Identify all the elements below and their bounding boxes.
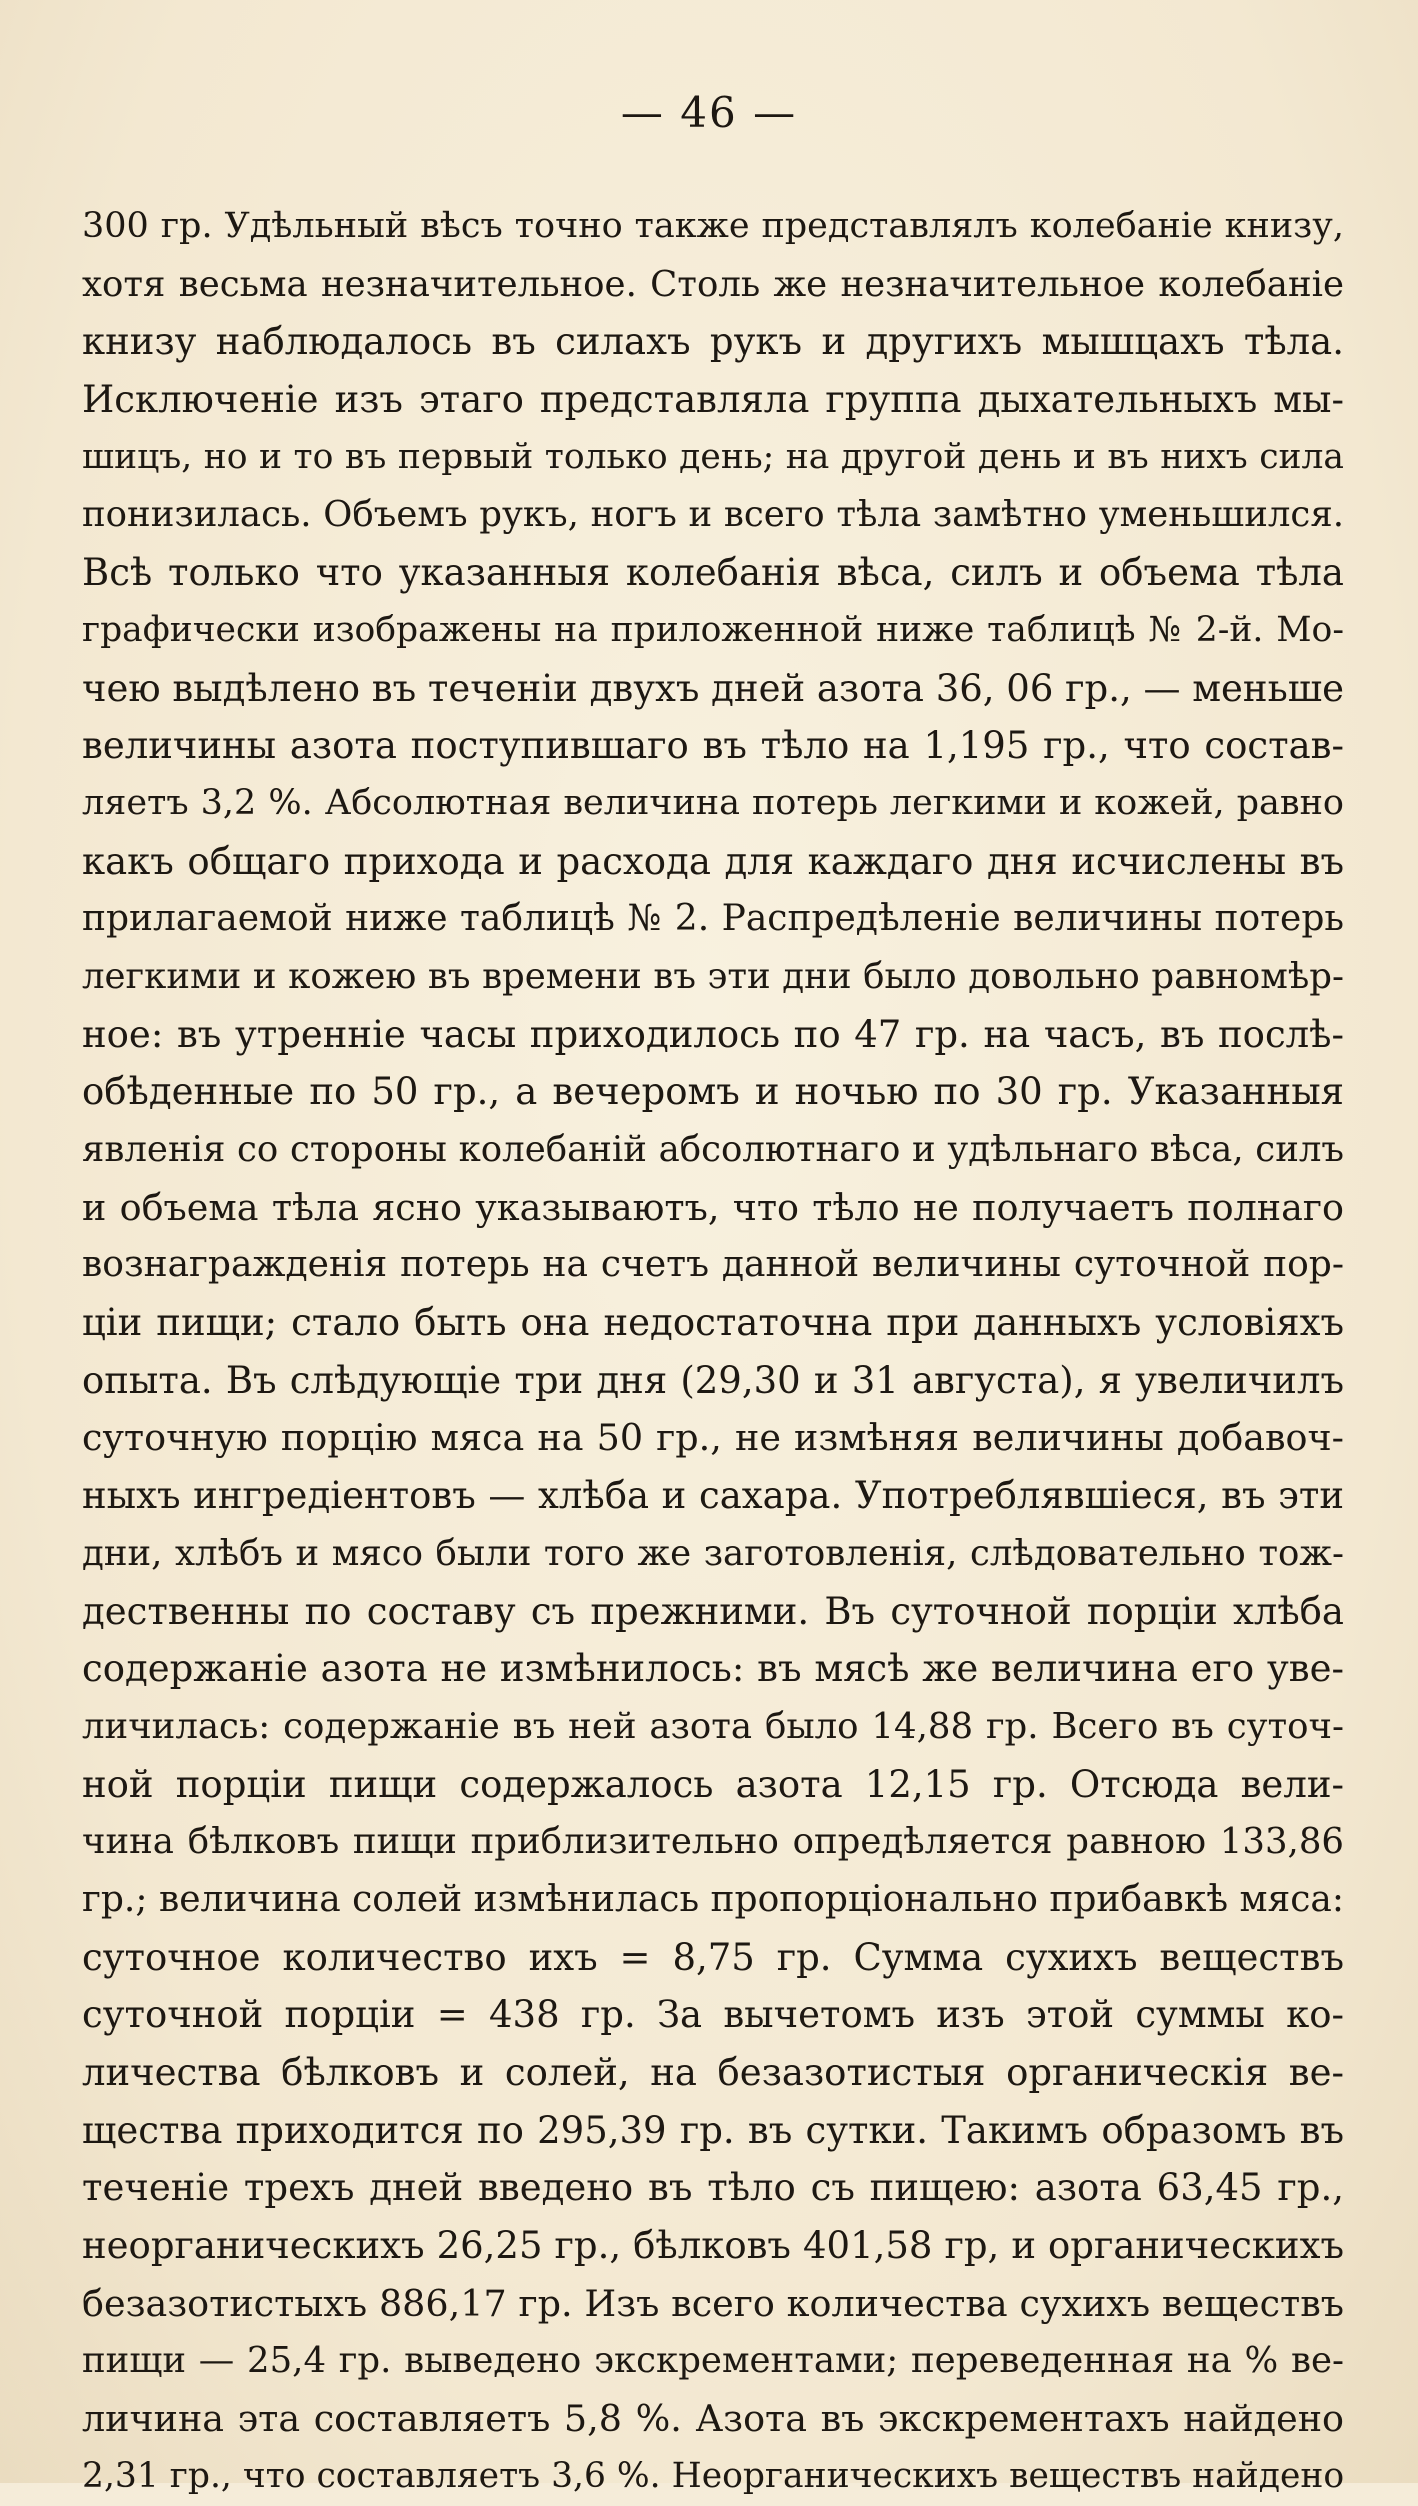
- text-line: понизилась. Объемъ рукъ, ногъ и всего тѣла замѣтно уменьшился.: [82, 494, 1344, 536]
- text-line: пищи — 25,4 гр. выведено экскрементами; переведенная на % ве-: [82, 2340, 1344, 2382]
- text-line: опыта. Въ слѣдующіе три дня (29,30 и 31 августа), я увеличилъ: [82, 1358, 1344, 1402]
- text-line: величины азота поступившаго въ тѣло на 1,195 гр., что состав-: [82, 724, 1344, 768]
- text-line: суточной порціи = 438 гр. За вычетомъ изъ этой суммы ко-: [82, 1993, 1344, 2037]
- text-line: хотя весьма незначительное. Столь же незначительное колебаніе: [82, 263, 1344, 305]
- page-number: — 46 —: [620, 88, 798, 137]
- text-line: личилась: содержаніе въ ней азота было 14,88 гр. Всего въ суточ-: [82, 1705, 1344, 1747]
- text-line: ныхъ ингредіентовъ — хлѣба и сахара. Употреблявшіеся, въ эти: [82, 1474, 1344, 1518]
- text-line: чею выдѣлено въ теченіи двухъ дней азота 36, 06 гр., — меньше: [82, 666, 1344, 710]
- text-line: 2,31 гр., что составляетъ 3,6 %. Неорганическихъ веществъ найдено: [82, 2455, 1344, 2496]
- text-line: содержаніе азота не измѣнилось: въ мясѣ же величина его уве-: [82, 1647, 1344, 1691]
- text-line: Исключеніе изъ этаго представляла группа дыхательныхъ мы-: [82, 378, 1344, 422]
- text-line: чина бѣлковъ пищи приблизительно опредѣляется равною 133,86: [82, 1821, 1344, 1863]
- text-line: 300 гр. Удѣльный вѣсъ точно также представлялъ колебаніе книзу,: [82, 206, 1344, 246]
- text-line: суточное количество ихъ = 8,75 гр. Сумма сухихъ веществъ: [82, 1935, 1344, 1979]
- text-line: личества бѣлковъ и солей, на безазотистыя органическія ве-: [82, 2051, 1344, 2094]
- text-line: гр.; величина солей измѣнилась пропорціонально прибавкѣ мяса:: [82, 1878, 1344, 1920]
- text-line: ной порціи пищи содержалось азота 12,15 гр. Отсюда вели-: [82, 1762, 1344, 1806]
- text-line: безазотистыхъ 886,17 гр. Изъ всего количества сухихъ веществъ: [82, 2281, 1344, 2325]
- text-line: Всѣ только что указанныя колебанія вѣса, силъ и объема тѣла: [82, 551, 1344, 595]
- text-line: книзу наблюдалось въ силахъ рукъ и другихъ мышцахъ тѣла.: [82, 320, 1344, 364]
- text-line: дественны по составу съ прежними. Въ суточной порціи хлѣба: [82, 1589, 1344, 1633]
- text-line: ляетъ 3,2 %. Абсолютная величина потерь легкими и кожей, равно: [82, 782, 1344, 823]
- text-line: прилагаемой ниже таблицѣ № 2. Распредѣленіе величины потерь: [82, 898, 1344, 940]
- text-line: шицъ, но и то въ первый только день; на другой день и въ нихъ сила: [82, 436, 1344, 477]
- text-line: дни, хлѣбъ и мясо были того же заготовленія, слѣдовательно тож-: [82, 1532, 1344, 1574]
- text-line: ціи пищи; стало быть она недостаточна при данныхъ условіяхъ: [82, 1301, 1344, 1345]
- text-line: теченіе трехъ дней введено въ тѣло съ пищею: азота 63,45 гр.,: [82, 2166, 1344, 2210]
- text-line: легкими и кожею въ времени въ эти дни было довольно равномѣр-: [82, 955, 1344, 997]
- text-line: обѣденные по 50 гр., а вечеромъ и ночью по 30 гр. Указанныя: [82, 1070, 1344, 1114]
- text-line: явленія со стороны колебаній абсолютнаго и удѣльнаго вѣса, силъ: [82, 1129, 1344, 1170]
- text-line: ное: въ утренніе часы приходилось по 47 гр. на часъ, въ послѣ-: [82, 1012, 1344, 1056]
- text-line: какъ общаго прихода и расхода для каждаго дня исчислены въ: [82, 839, 1344, 883]
- text-line: суточную порцію мяса на 50 гр., не измѣняя величины добавоч-: [82, 1416, 1344, 1460]
- text-line: личина эта составляетъ 5,8 %. Азота въ экскрементахъ найдено: [82, 2397, 1344, 2441]
- text-line: и объема тѣла ясно указываютъ, что тѣло не получаетъ полнаго: [82, 1185, 1344, 1229]
- text-line: неорганическихъ 26,25 гр., бѣлковъ 401,58 гр, и органическихъ: [82, 2224, 1344, 2268]
- body-text: [82, 198, 1344, 2506]
- text-line: вознагражденія потерь на счетъ данной величины суточной пор-: [82, 1244, 1344, 1286]
- text-line: щества приходится по 295,39 гр. въ сутки. Такимъ образомъ въ: [82, 2108, 1344, 2152]
- text-line: графически изображены на приложенной ниже таблицѣ № 2-й. Мо-: [82, 609, 1344, 650]
